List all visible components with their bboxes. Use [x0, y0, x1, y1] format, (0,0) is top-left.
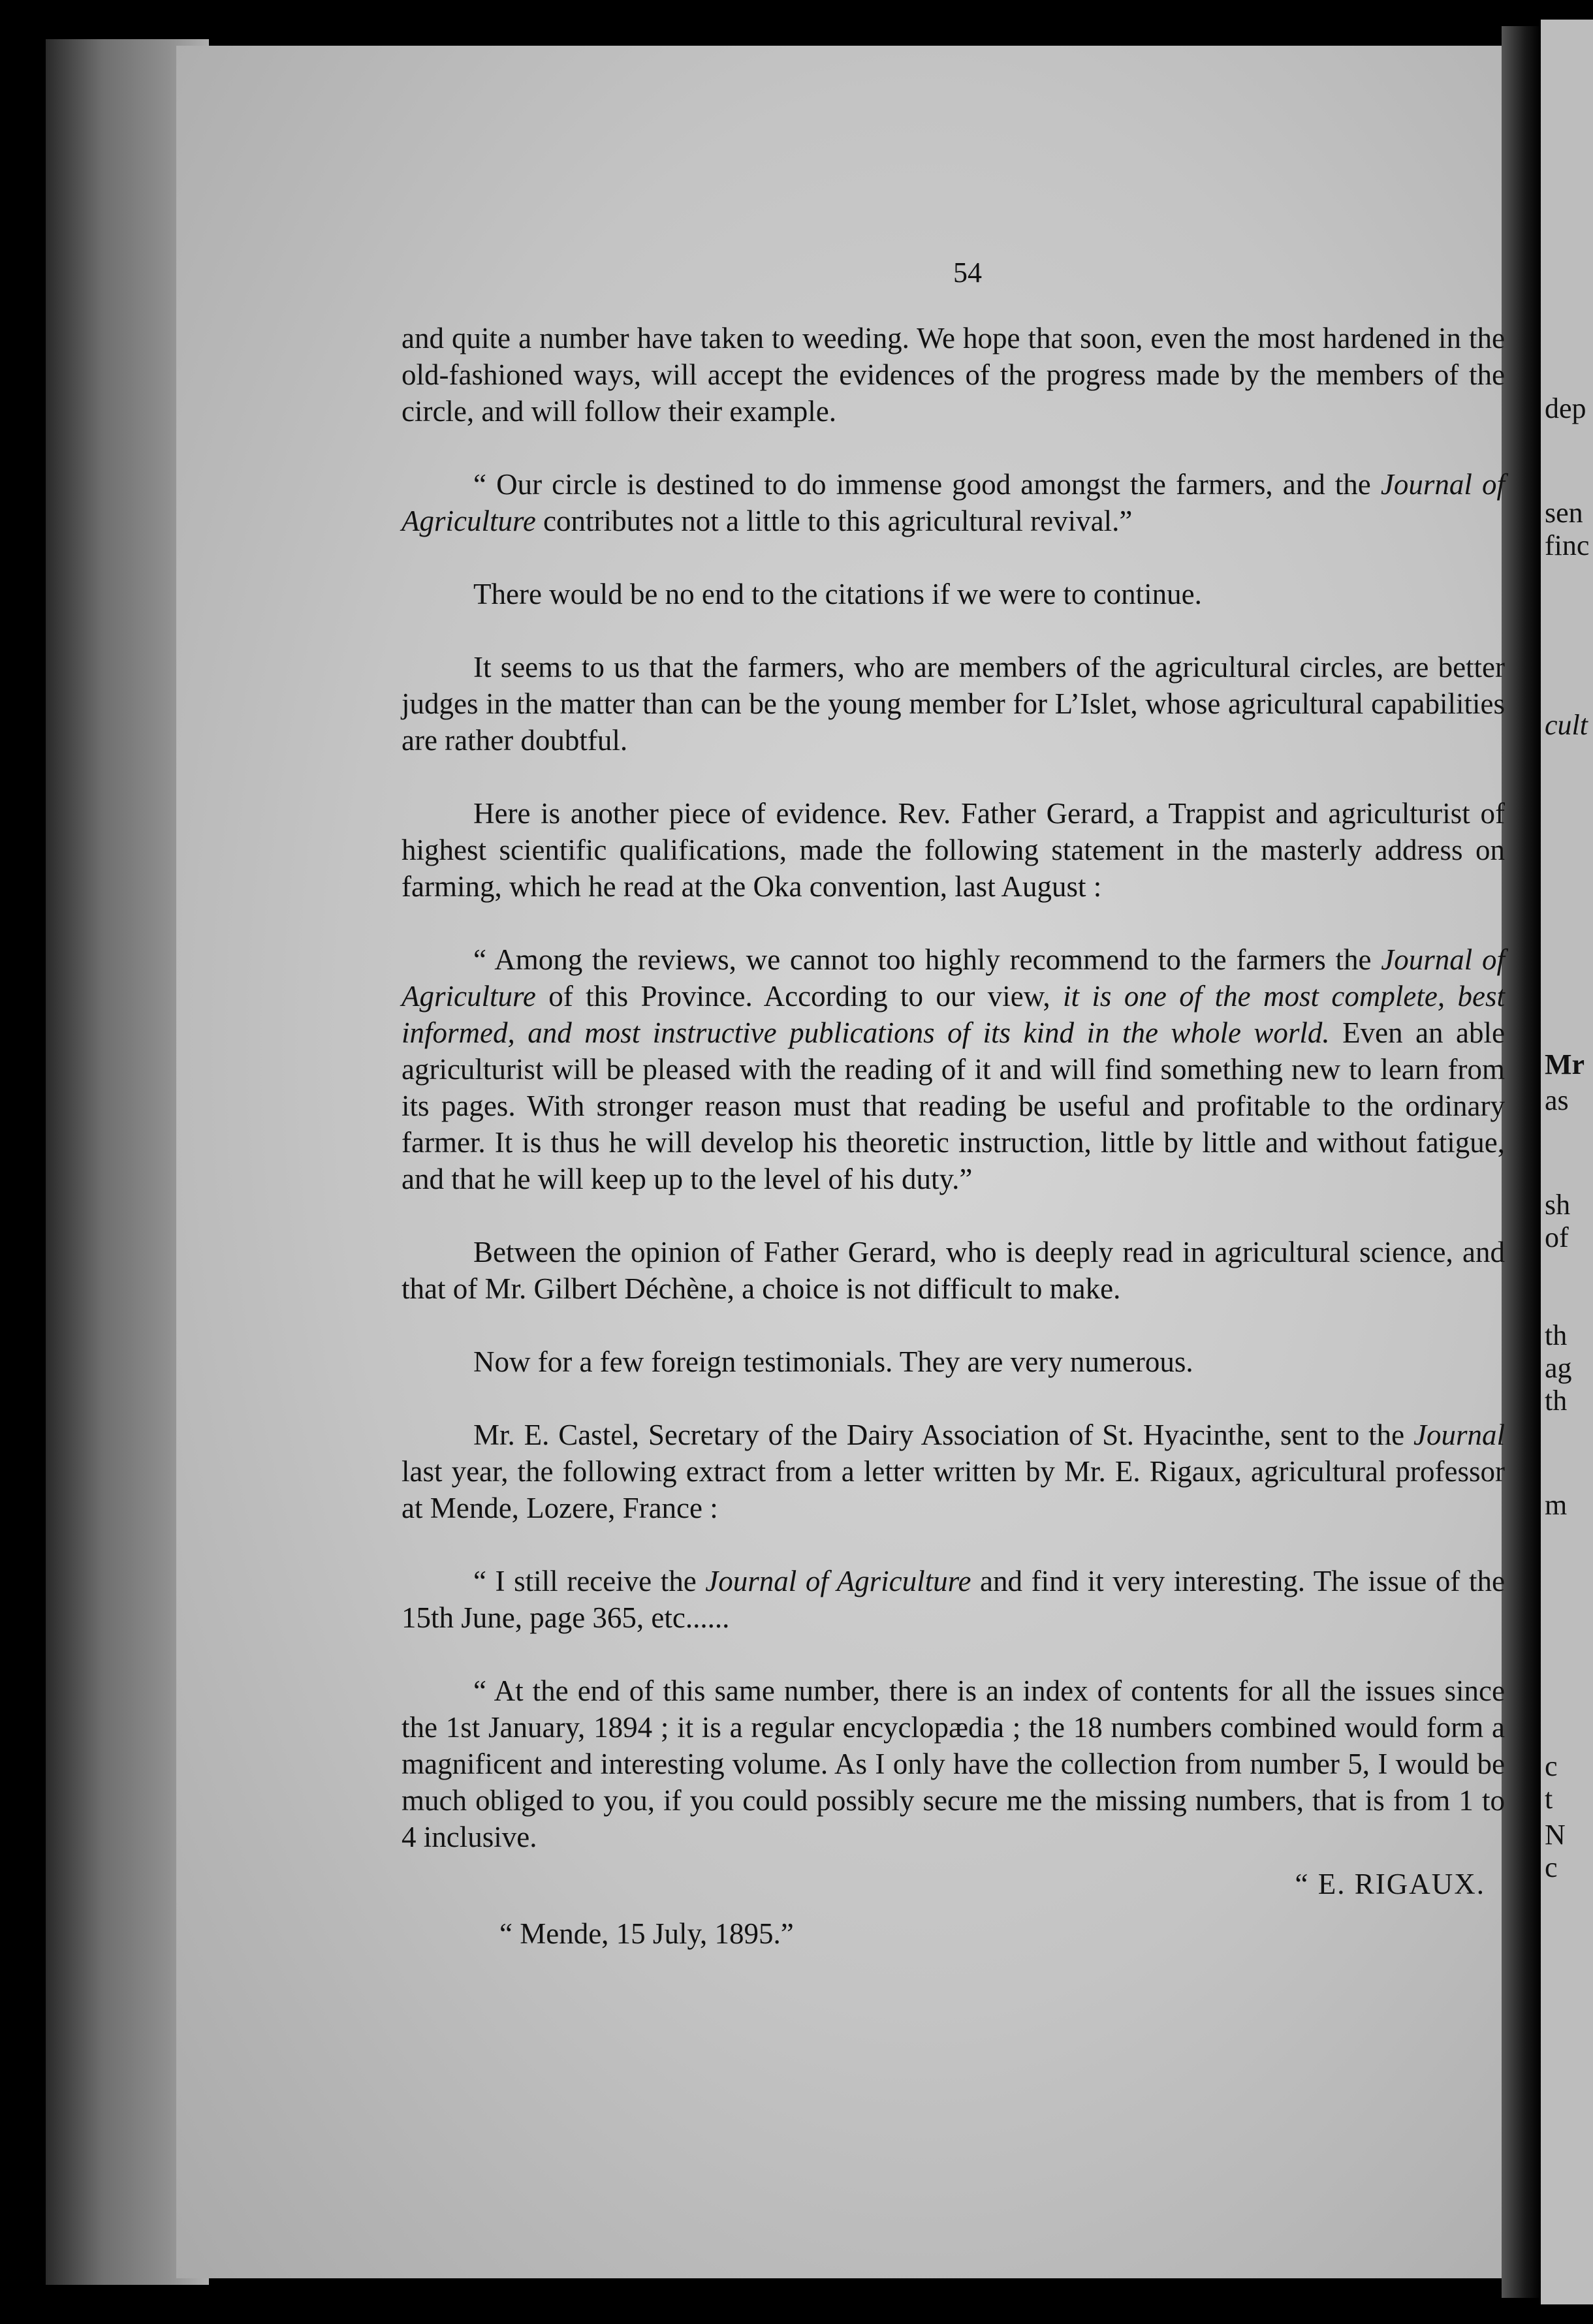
journal-title: Journal of Agriculture — [402, 943, 1505, 1013]
paragraph-9 — [402, 1417, 1505, 1526]
paragraph-10-text-b: and find it very interesting. The issue of the 15th June, page 365, etc...... — [402, 1565, 1505, 1634]
adjacent-fragment-16: c — [1545, 1851, 1558, 1883]
adjacent-page-fragment — [1541, 20, 1593, 2304]
emphasized-quote: it is one of the most complete, best informed, and most instructive publications of its kind in the whole world. — [402, 980, 1505, 1049]
adjacent-fragment-11: th — [1545, 1385, 1568, 1417]
adjacent-fragment-10: ag — [1545, 1352, 1572, 1384]
journal-title: Journal of Agriculture — [402, 468, 1505, 537]
paragraph-6-text-c: Even an able agriculturist will be pleased with the reading of it and will find something new to learn from its pages. With stronger reason must that reading be useful and profitable to the ordinary farmer. It is thus he will develop his theoretic instruction, little by little and without fatigue, and that he will keep up to the level of his duty.” — [402, 1016, 1505, 1195]
paragraph-9-text-b: last year, the following extract from a letter written by Mr. E. Rigaux, agricultural professor at Mende, Lozere, France : — [402, 1455, 1505, 1524]
paragraph-6-text-a: “ Among the reviews, we cannot too highly recommend to the farmers the — [473, 943, 1381, 976]
adjacent-fragment-8: of — [1545, 1221, 1569, 1253]
adjacent-fragment-2: sen — [1545, 497, 1583, 529]
paragraph-6 — [402, 941, 1505, 1197]
paragraph-2-text-b: contributes not a little to this agricultural revival.” — [535, 505, 1133, 537]
adjacent-fragment-1: dep — [1545, 392, 1586, 424]
paragraph-10-text-a: “ I still receive the — [473, 1565, 706, 1597]
adjacent-fragment-5: Mr — [1545, 1048, 1585, 1080]
paragraph-10 — [402, 1563, 1505, 1636]
adjacent-fragment-12: m — [1545, 1489, 1568, 1521]
paragraph-7: Between the opinion of Father Gerard, who is deeply read in agricultural science, and that of Mr. Gilbert Déchène, a choice is not difficult to make. — [402, 1236, 1505, 1305]
adjacent-fragment-7: sh — [1545, 1189, 1571, 1221]
paragraph-2-text-a: “ Our circle is destined to do immense good amongst the farmers, and the — [473, 468, 1381, 501]
paragraph-5: Here is another piece of evidence. Rev. Father Gerard, a Trappist and agriculturist of highest scientific qualifications, made the following statement in the masterly address on farming, which he read at the Oka convention, last August : — [402, 797, 1505, 903]
paragraph-6-text-b: of this Province. According to our view, — [535, 980, 1063, 1013]
signature: “ E. RIGAUX. — [1295, 1868, 1485, 1900]
adjacent-fragment-3: finc — [1545, 529, 1590, 561]
paragraph-8: Now for a few foreign testimonials. They are very numerous. — [473, 1345, 1193, 1378]
page-body — [402, 320, 1505, 1988]
paragraph-11: “ At the end of this same number, there is an index of contents for all the issues since the 1st January, 1894 ; it is a regular encyclopædia ; the 18 numbers combined would form a magnificent and interesting volume. As I only have the collection from number 5, I would be much obliged to you, if you could possibly secure me the missing numbers, that is from 1 to 4 inclusive. — [402, 1674, 1505, 1853]
journal-title: Journal — [1413, 1419, 1505, 1451]
adjacent-fragment-6: as — [1545, 1084, 1569, 1116]
adjacent-fragment-13: c — [1545, 1750, 1558, 1782]
paragraph-4: It seems to us that the farmers, who are members of the agricultural circles, are better judges in the matter than can be the young member for L’Islet, whose agricultural capabilities are rather doubtful. — [402, 651, 1505, 757]
adjacent-fragment-15: N — [1545, 1819, 1566, 1851]
adjacent-fragment-4: cult — [1545, 709, 1588, 741]
paragraph-9-text-a: Mr. E. Castel, Secretary of the Dairy Association of St. Hyacinthe, sent to the — [473, 1419, 1413, 1451]
dateline: “ Mende, 15 July, 1895.” — [499, 1917, 794, 1950]
adjacent-fragment-9: th — [1545, 1319, 1568, 1351]
paragraph-2 — [402, 466, 1505, 539]
adjacent-fragment-14: t — [1545, 1783, 1553, 1815]
page-number: 54 — [953, 257, 982, 289]
journal-title: Journal of Agriculture — [705, 1565, 971, 1597]
paragraph-1: and quite a number have taken to weeding. We hope that soon, even the most hardened in the old-fashioned ways, will accept the evidences of the progress made by the members of the circle, and will follow their example. — [402, 322, 1505, 428]
paragraph-3: There would be no end to the citations if we were to continue. — [473, 578, 1202, 610]
binding-gutter — [1502, 26, 1541, 2298]
